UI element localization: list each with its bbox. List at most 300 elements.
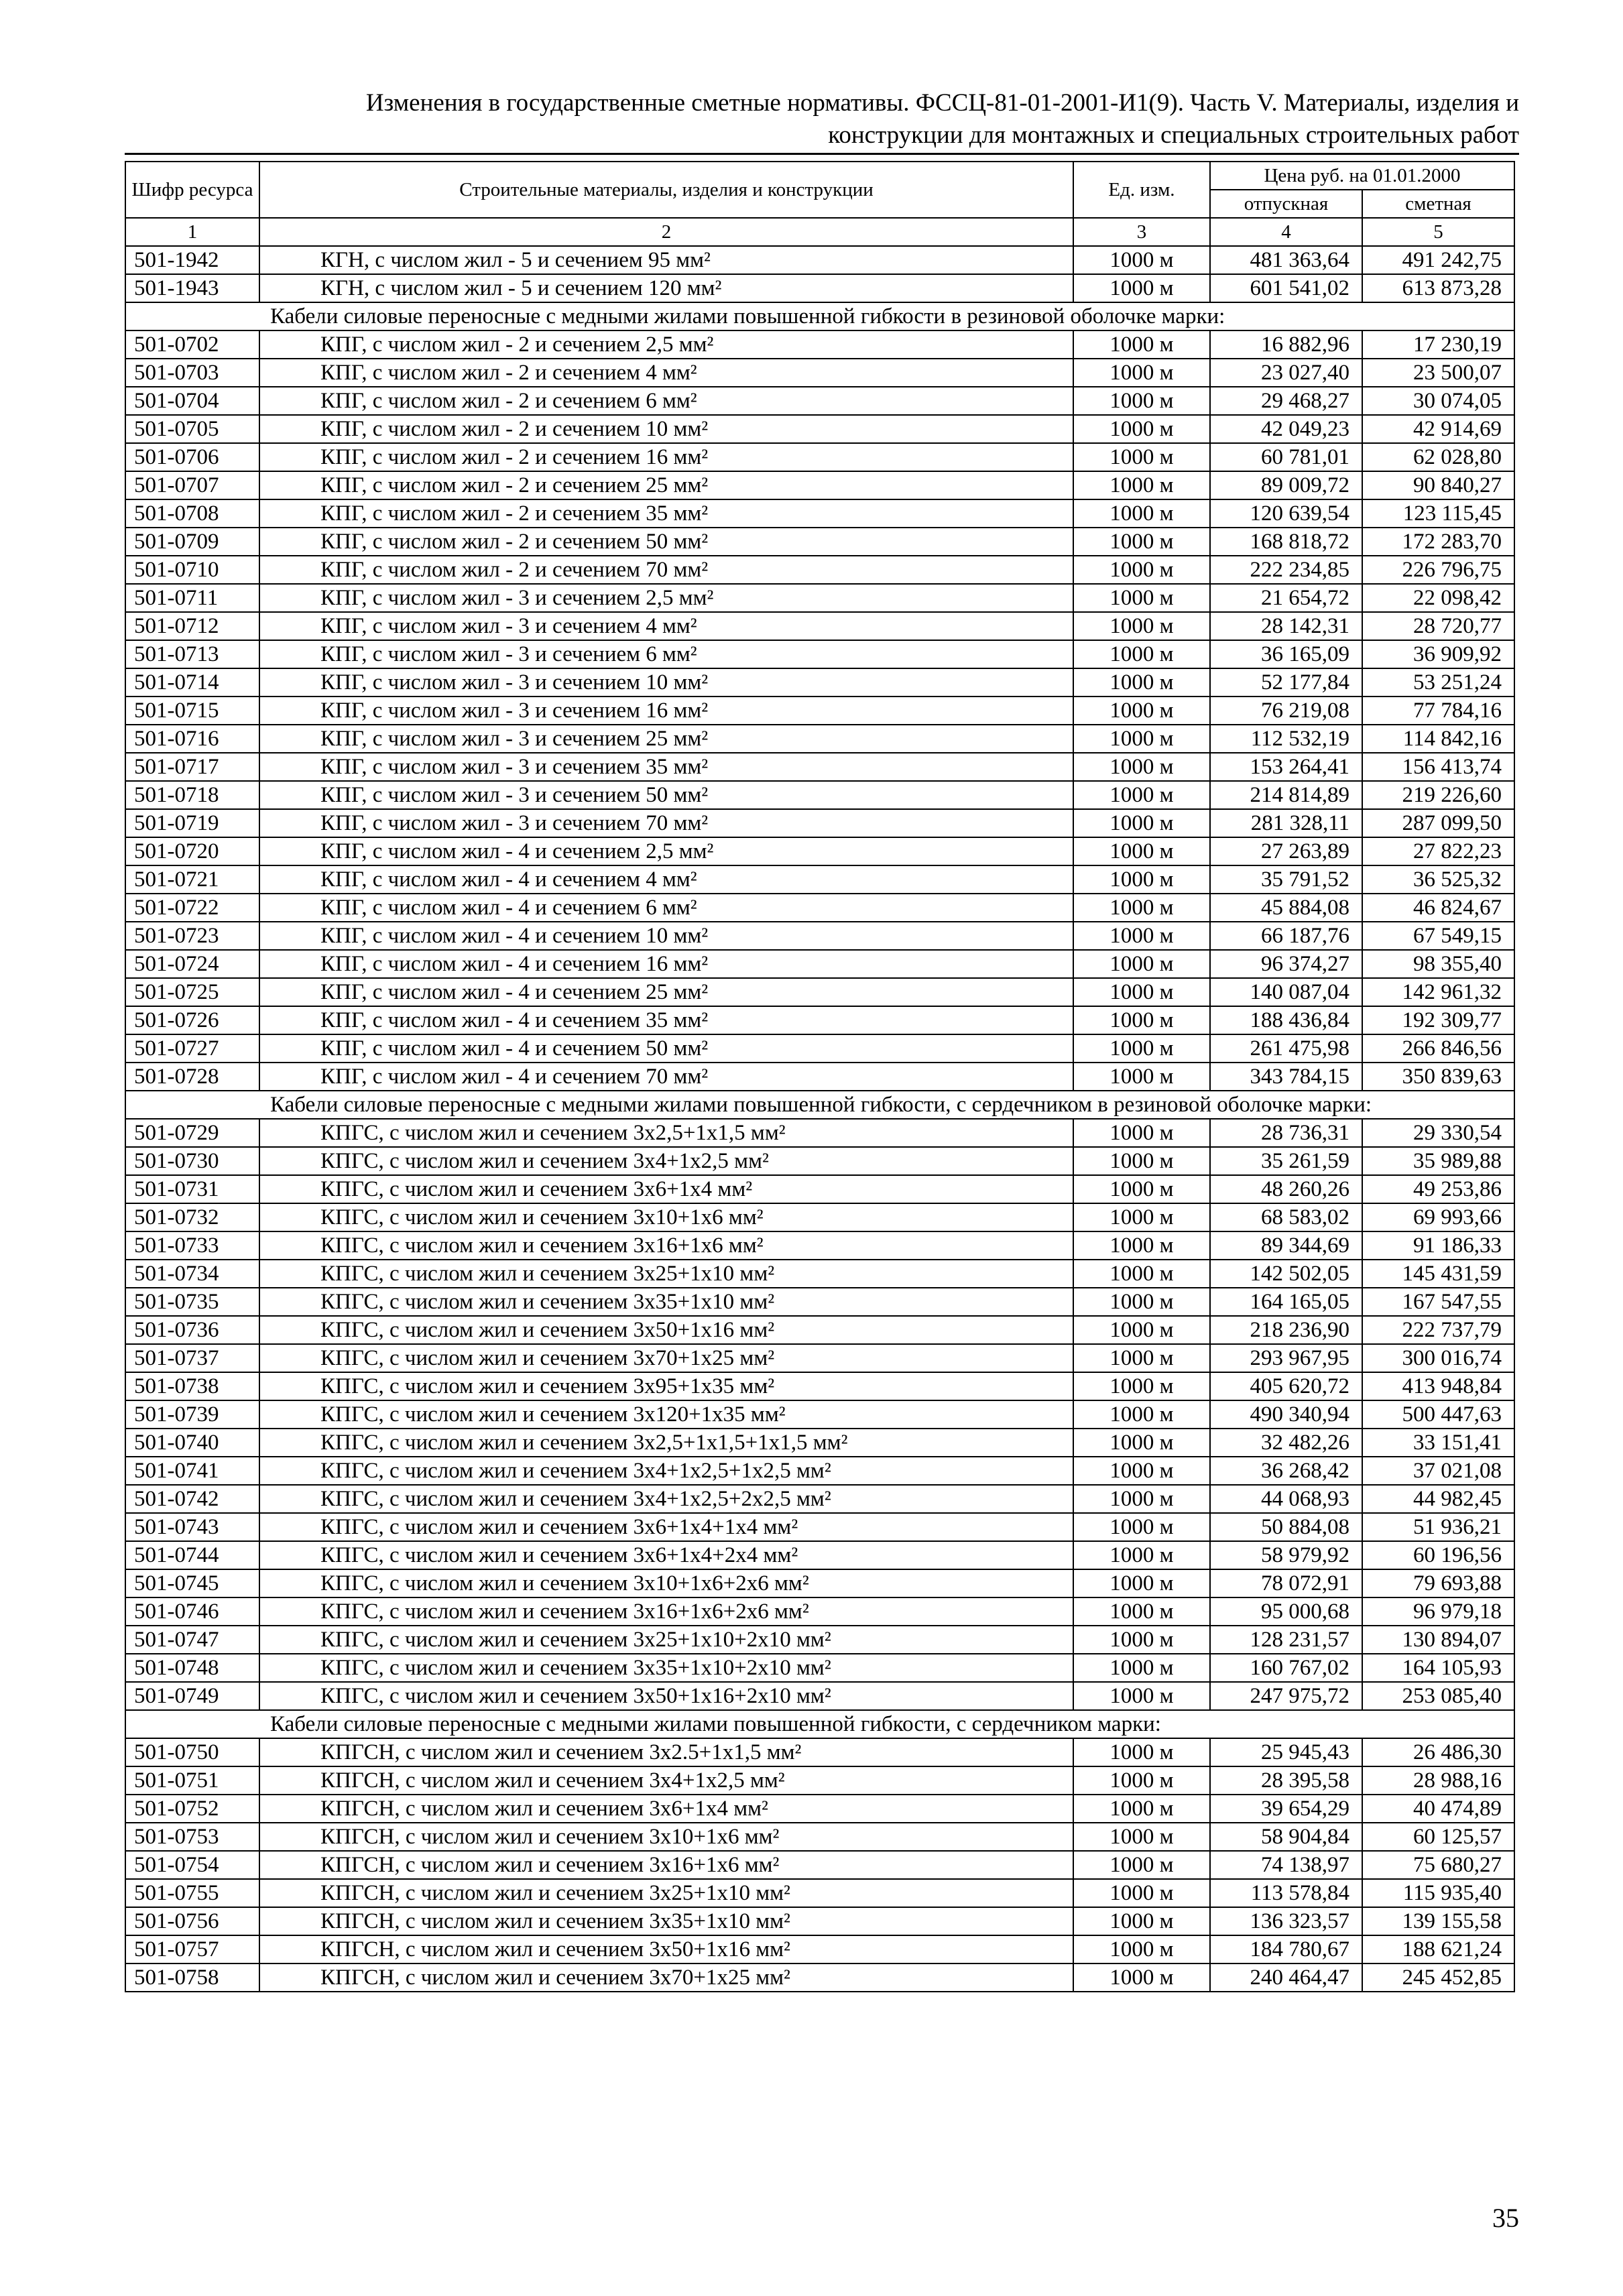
column-header-unit-label: Ед. изм. [1108, 179, 1175, 200]
cell-resource-code: 501-0708 [125, 499, 259, 528]
cell-resource-code: 501-0744 [125, 1541, 259, 1569]
table-row [125, 246, 1514, 274]
cell-release-price: 293 967,95 [1210, 1344, 1362, 1372]
column-header-code-label: Шифр ресурса [131, 179, 253, 200]
cell-estimate-price: 28 988,16 [1362, 1766, 1514, 1795]
cell-resource-code: 501-0710 [125, 556, 259, 584]
cell-resource-code: 501-0738 [125, 1372, 259, 1400]
cell-material-name: КПГ, с числом жил - 3 и сечением 6 мм² [259, 640, 1073, 668]
cell-resource-code: 501-0739 [125, 1400, 259, 1429]
cell-estimate-price: 40 474,89 [1362, 1795, 1514, 1823]
table-row [125, 1597, 1514, 1626]
cell-release-price: 76 219,08 [1210, 697, 1362, 725]
table-row [125, 1260, 1514, 1288]
cell-release-price: 168 818,72 [1210, 528, 1362, 556]
column-header-name-label: Строительные материалы, изделия и конструкции [459, 179, 874, 200]
cell-release-price: 35 791,52 [1210, 865, 1362, 894]
cell-estimate-price: 35 989,88 [1362, 1147, 1514, 1175]
cell-release-price: 60 781,01 [1210, 443, 1362, 471]
cell-unit: 1000 м [1073, 330, 1210, 359]
table-row [125, 1400, 1514, 1429]
cell-resource-code: 501-0748 [125, 1654, 259, 1682]
table-row [125, 1316, 1514, 1344]
cell-unit: 1000 м [1073, 387, 1210, 415]
cell-estimate-price: 413 948,84 [1362, 1372, 1514, 1400]
cell-unit: 1000 м [1073, 809, 1210, 837]
cell-resource-code: 501-0754 [125, 1851, 259, 1879]
cell-unit: 1000 м [1073, 922, 1210, 950]
column-header-estimate-label: сметная [1405, 193, 1471, 215]
table-row [125, 1879, 1514, 1907]
cell-release-price: 140 087,04 [1210, 978, 1362, 1006]
cell-material-name: КПГС, с числом жил и сечением 3х50+1х16 мм² [259, 1316, 1073, 1344]
cell-material-name: КПГС, с числом жил и сечением 3х35+1х10 мм² [259, 1288, 1073, 1316]
column-number: 3 [1073, 218, 1210, 246]
cell-material-name: КПГ, с числом жил - 4 и сечением 4 мм² [259, 865, 1073, 894]
cell-estimate-price: 27 822,23 [1362, 837, 1514, 865]
cell-unit: 1000 м [1073, 1963, 1210, 1992]
cell-release-price: 35 261,59 [1210, 1147, 1362, 1175]
cell-material-name: КПГ, с числом жил - 3 и сечением 10 мм² [259, 668, 1073, 697]
cell-release-price: 214 814,89 [1210, 781, 1362, 809]
cell-estimate-price: 69 993,66 [1362, 1203, 1514, 1231]
cell-estimate-price: 30 074,05 [1362, 387, 1514, 415]
cell-release-price: 48 260,26 [1210, 1175, 1362, 1203]
cell-resource-code: 501-0702 [125, 330, 259, 359]
cell-release-price: 95 000,68 [1210, 1597, 1362, 1626]
cell-unit: 1000 м [1073, 1203, 1210, 1231]
table-row [125, 1935, 1514, 1963]
table-row [125, 1119, 1514, 1147]
cell-unit: 1000 м [1073, 1851, 1210, 1879]
cell-release-price: 136 323,57 [1210, 1907, 1362, 1935]
table-row [125, 556, 1514, 584]
cell-resource-code: 501-0730 [125, 1147, 259, 1175]
cell-resource-code: 501-0743 [125, 1513, 259, 1541]
cell-estimate-price: 300 016,74 [1362, 1344, 1514, 1372]
table-row [125, 1175, 1514, 1203]
table-row [125, 1682, 1514, 1710]
cell-material-name: КПГ, с числом жил - 2 и сечением 25 мм² [259, 471, 1073, 499]
cell-estimate-price: 17 230,19 [1362, 330, 1514, 359]
cell-material-name: КПГС, с числом жил и сечением 3х4+1х2,5+2х2,5 мм² [259, 1485, 1073, 1513]
cell-release-price: 222 234,85 [1210, 556, 1362, 584]
cell-resource-code: 501-0706 [125, 443, 259, 471]
cell-material-name: КПГ, с числом жил - 2 и сечением 2,5 мм² [259, 330, 1073, 359]
column-number: 1 [125, 218, 259, 246]
table-row [125, 1006, 1514, 1034]
cell-material-name: КПГ, с числом жил - 3 и сечением 2,5 мм² [259, 584, 1073, 612]
table-row [125, 1738, 1514, 1766]
cell-estimate-price: 130 894,07 [1362, 1626, 1514, 1654]
table-row [125, 1429, 1514, 1457]
cell-estimate-price: 46 824,67 [1362, 894, 1514, 922]
cell-release-price: 66 187,76 [1210, 922, 1362, 950]
cell-resource-code: 501-0737 [125, 1344, 259, 1372]
cell-release-price: 89 009,72 [1210, 471, 1362, 499]
cell-material-name: КПГС, с числом жил и сечением 3х4+1х2,5+1х2,5 мм² [259, 1457, 1073, 1485]
cell-release-price: 120 639,54 [1210, 499, 1362, 528]
column-header-price [1210, 162, 1514, 190]
cell-estimate-price: 28 720,77 [1362, 612, 1514, 640]
cell-release-price: 23 027,40 [1210, 359, 1362, 387]
cell-material-name: КПГ, с числом жил - 4 и сечением 50 мм² [259, 1034, 1073, 1063]
cell-estimate-price: 167 547,55 [1362, 1288, 1514, 1316]
table-row [125, 865, 1514, 894]
cell-estimate-price: 36 909,92 [1362, 640, 1514, 668]
cell-material-name: КПГ, с числом жил - 3 и сечением 35 мм² [259, 753, 1073, 781]
section-heading: Кабели силовые переносные с медными жилами повышенной гибкости, с сердечником марки: [125, 1710, 1514, 1738]
cell-material-name: КПГ, с числом жил - 3 и сечением 16 мм² [259, 697, 1073, 725]
cell-unit: 1000 м [1073, 1231, 1210, 1260]
cell-release-price: 343 784,15 [1210, 1063, 1362, 1091]
cell-resource-code: 501-1943 [125, 274, 259, 302]
cell-material-name: КПГСН, с числом жил и сечением 3х35+1х10 мм² [259, 1907, 1073, 1935]
header-rule [125, 153, 1519, 155]
table-row [125, 725, 1514, 753]
cell-release-price: 28 142,31 [1210, 612, 1362, 640]
cell-estimate-price: 62 028,80 [1362, 443, 1514, 471]
table-row [125, 387, 1514, 415]
cell-release-price: 52 177,84 [1210, 668, 1362, 697]
cell-material-name: КПГС, с числом жил и сечением 3х70+1х25 мм² [259, 1344, 1073, 1372]
table-row [125, 978, 1514, 1006]
cell-estimate-price: 29 330,54 [1362, 1119, 1514, 1147]
cell-estimate-price: 75 680,27 [1362, 1851, 1514, 1879]
cell-resource-code: 501-0715 [125, 697, 259, 725]
cell-resource-code: 501-0728 [125, 1063, 259, 1091]
cell-estimate-price: 613 873,28 [1362, 274, 1514, 302]
cell-estimate-price: 123 115,45 [1362, 499, 1514, 528]
table-row [125, 781, 1514, 809]
cell-resource-code: 501-0727 [125, 1034, 259, 1063]
cell-estimate-price: 37 021,08 [1362, 1457, 1514, 1485]
cell-estimate-price: 79 693,88 [1362, 1569, 1514, 1597]
cell-unit: 1000 м [1073, 1147, 1210, 1175]
table-row [125, 1823, 1514, 1851]
column-header-release [1210, 190, 1362, 218]
cell-resource-code: 501-0717 [125, 753, 259, 781]
cell-estimate-price: 142 961,32 [1362, 978, 1514, 1006]
cell-release-price: 50 884,08 [1210, 1513, 1362, 1541]
cell-unit: 1000 м [1073, 471, 1210, 499]
cell-resource-code: 501-0723 [125, 922, 259, 950]
table-row [125, 1907, 1514, 1935]
cell-resource-code: 501-0731 [125, 1175, 259, 1203]
table-row [125, 922, 1514, 950]
cell-estimate-price: 51 936,21 [1362, 1513, 1514, 1541]
cell-resource-code: 501-0705 [125, 415, 259, 443]
cell-estimate-price: 53 251,24 [1362, 668, 1514, 697]
cell-release-price: 142 502,05 [1210, 1260, 1362, 1288]
cell-material-name: КПГ, с числом жил - 3 и сечением 70 мм² [259, 809, 1073, 837]
section-row [125, 1710, 1514, 1738]
cell-estimate-price: 491 242,75 [1362, 246, 1514, 274]
table-row [125, 1344, 1514, 1372]
cell-resource-code: 501-0736 [125, 1316, 259, 1344]
cell-unit: 1000 м [1073, 865, 1210, 894]
cell-material-name: КПГ, с числом жил - 4 и сечением 25 мм² [259, 978, 1073, 1006]
cell-unit: 1000 м [1073, 1823, 1210, 1851]
cell-estimate-price: 26 486,30 [1362, 1738, 1514, 1766]
cell-unit: 1000 м [1073, 246, 1210, 274]
cell-estimate-price: 23 500,07 [1362, 359, 1514, 387]
table-row [125, 359, 1514, 387]
header-title-line-1: Изменения в государственные сметные нормативы. ФССЦ-81-01-2001-И1(9). Часть V. Материалы, изделия и [365, 89, 1519, 117]
cell-release-price: 160 767,02 [1210, 1654, 1362, 1682]
cell-estimate-price: 253 085,40 [1362, 1682, 1514, 1710]
cell-material-name: КПГСН, с числом жил и сечением 3х50+1х16 мм² [259, 1935, 1073, 1963]
cell-unit: 1000 м [1073, 1879, 1210, 1907]
cell-release-price: 128 231,57 [1210, 1626, 1362, 1654]
cell-unit: 1000 м [1073, 612, 1210, 640]
cell-unit: 1000 м [1073, 1795, 1210, 1823]
table-row [125, 584, 1514, 612]
table-header [125, 162, 1514, 246]
cell-unit: 1000 м [1073, 1907, 1210, 1935]
cell-estimate-price: 287 099,50 [1362, 809, 1514, 837]
table-row [125, 1851, 1514, 1879]
cell-material-name: КГН, с числом жил - 5 и сечением 95 мм² [259, 246, 1073, 274]
cell-unit: 1000 м [1073, 359, 1210, 387]
cell-estimate-price: 156 413,74 [1362, 753, 1514, 781]
cell-release-price: 112 532,19 [1210, 725, 1362, 753]
table-row [125, 471, 1514, 499]
cell-unit: 1000 м [1073, 556, 1210, 584]
cell-estimate-price: 172 283,70 [1362, 528, 1514, 556]
table-row [125, 753, 1514, 781]
cell-resource-code: 501-0734 [125, 1260, 259, 1288]
cell-unit: 1000 м [1073, 499, 1210, 528]
cell-unit: 1000 м [1073, 1457, 1210, 1485]
cell-material-name: КПГ, с числом жил - 2 и сечением 35 мм² [259, 499, 1073, 528]
cell-unit: 1000 м [1073, 668, 1210, 697]
cell-material-name: КПГСН, с числом жил и сечением 3х25+1х10 мм² [259, 1879, 1073, 1907]
table-body [125, 246, 1514, 1992]
table-row [125, 443, 1514, 471]
cell-resource-code: 501-0732 [125, 1203, 259, 1231]
cell-material-name: КПГС, с числом жил и сечением 3х95+1х35 мм² [259, 1372, 1073, 1400]
cell-material-name: КГН, с числом жил - 5 и сечением 120 мм² [259, 274, 1073, 302]
cell-unit: 1000 м [1073, 950, 1210, 978]
cell-material-name: КПГ, с числом жил - 3 и сечением 4 мм² [259, 612, 1073, 640]
cell-resource-code: 501-0720 [125, 837, 259, 865]
table-row [125, 1203, 1514, 1231]
cell-release-price: 29 468,27 [1210, 387, 1362, 415]
cell-resource-code: 501-0726 [125, 1006, 259, 1034]
table-row [125, 528, 1514, 556]
table-row [125, 499, 1514, 528]
cell-unit: 1000 м [1073, 1400, 1210, 1429]
cell-material-name: КПГСН, с числом жил и сечением 3х6+1х4 мм² [259, 1795, 1073, 1823]
cell-unit: 1000 м [1073, 1597, 1210, 1626]
cell-unit: 1000 м [1073, 1260, 1210, 1288]
cell-unit: 1000 м [1073, 1569, 1210, 1597]
cell-resource-code: 501-0724 [125, 950, 259, 978]
cell-release-price: 16 882,96 [1210, 330, 1362, 359]
cell-estimate-price: 500 447,63 [1362, 1400, 1514, 1429]
cell-resource-code: 501-0722 [125, 894, 259, 922]
cell-resource-code: 501-0751 [125, 1766, 259, 1795]
cell-unit: 1000 м [1073, 1682, 1210, 1710]
cell-material-name: КПГ, с числом жил - 2 и сечением 4 мм² [259, 359, 1073, 387]
cell-unit: 1000 м [1073, 1766, 1210, 1795]
cell-unit: 1000 м [1073, 1513, 1210, 1541]
cell-release-price: 405 620,72 [1210, 1372, 1362, 1400]
cell-release-price: 281 328,11 [1210, 809, 1362, 837]
cell-resource-code: 501-0742 [125, 1485, 259, 1513]
cell-unit: 1000 м [1073, 1541, 1210, 1569]
cell-release-price: 58 979,92 [1210, 1541, 1362, 1569]
cell-material-name: КПГС, с числом жил и сечением 3х6+1х4+1х4 мм² [259, 1513, 1073, 1541]
cell-material-name: КПГСН, с числом жил и сечением 3х2.5+1х1,5 мм² [259, 1738, 1073, 1766]
column-header-estimate [1362, 190, 1514, 218]
cell-estimate-price: 266 846,56 [1362, 1034, 1514, 1063]
cell-release-price: 481 363,64 [1210, 246, 1362, 274]
cell-material-name: КПГ, с числом жил - 4 и сечением 10 мм² [259, 922, 1073, 950]
cell-material-name: КПГС, с числом жил и сечением 3х35+1х10+2х10 мм² [259, 1654, 1073, 1682]
cell-estimate-price: 22 098,42 [1362, 584, 1514, 612]
table-row [125, 1034, 1514, 1063]
cell-release-price: 184 780,67 [1210, 1935, 1362, 1963]
column-header-unit [1073, 162, 1210, 218]
cell-material-name: КПГ, с числом жил - 4 и сечением 16 мм² [259, 950, 1073, 978]
column-header-release-label: отпускная [1244, 193, 1329, 215]
cell-material-name: КПГС, с числом жил и сечением 3х6+1х4+2х4 мм² [259, 1541, 1073, 1569]
cell-estimate-price: 42 914,69 [1362, 415, 1514, 443]
cell-material-name: КПГ, с числом жил - 3 и сечением 25 мм² [259, 725, 1073, 753]
table-row [125, 697, 1514, 725]
cell-release-price: 96 374,27 [1210, 950, 1362, 978]
cell-unit: 1000 м [1073, 697, 1210, 725]
cell-material-name: КПГС, с числом жил и сечением 3х10+1х6 мм² [259, 1203, 1073, 1231]
table-row [125, 612, 1514, 640]
cell-estimate-price: 245 452,85 [1362, 1963, 1514, 1992]
cell-unit: 1000 м [1073, 1175, 1210, 1203]
cell-material-name: КПГ, с числом жил - 4 и сечением 6 мм² [259, 894, 1073, 922]
table-row [125, 1513, 1514, 1541]
cell-release-price: 58 904,84 [1210, 1823, 1362, 1851]
cell-resource-code: 501-0721 [125, 865, 259, 894]
cell-unit: 1000 м [1073, 837, 1210, 865]
cell-release-price: 32 482,26 [1210, 1429, 1362, 1457]
cell-resource-code: 501-0750 [125, 1738, 259, 1766]
cell-resource-code: 501-0703 [125, 359, 259, 387]
cell-unit: 1000 м [1073, 978, 1210, 1006]
cell-material-name: КПГС, с числом жил и сечением 3х10+1х6+2х6 мм² [259, 1569, 1073, 1597]
cell-material-name: КПГС, с числом жил и сечением 3х2,5+1х1,5+1х1,5 мм² [259, 1429, 1073, 1457]
cell-unit: 1000 м [1073, 1626, 1210, 1654]
column-header-price-label: Цена руб. на 01.01.2000 [1264, 165, 1461, 186]
table-row [125, 1626, 1514, 1654]
table-row [125, 1963, 1514, 1992]
column-header-name [259, 162, 1073, 218]
cell-material-name: КПГС, с числом жил и сечением 3х120+1х35 мм² [259, 1400, 1073, 1429]
cell-material-name: КПГС, с числом жил и сечением 3х16+1х6+2х6 мм² [259, 1597, 1073, 1626]
cell-estimate-price: 139 155,58 [1362, 1907, 1514, 1935]
table-row [125, 1147, 1514, 1175]
cell-material-name: КПГ, с числом жил - 2 и сечением 10 мм² [259, 415, 1073, 443]
cell-material-name: КПГ, с числом жил - 2 и сечением 50 мм² [259, 528, 1073, 556]
cell-material-name: КПГ, с числом жил - 2 и сечением 16 мм² [259, 443, 1073, 471]
table-row [125, 1569, 1514, 1597]
cell-release-price: 153 264,41 [1210, 753, 1362, 781]
cell-release-price: 25 945,43 [1210, 1738, 1362, 1766]
cell-material-name: КПГ, с числом жил - 2 и сечением 6 мм² [259, 387, 1073, 415]
cell-resource-code: 501-0755 [125, 1879, 259, 1907]
table-row [125, 1063, 1514, 1091]
cell-estimate-price: 90 840,27 [1362, 471, 1514, 499]
column-header-code [125, 162, 259, 218]
cell-resource-code: 501-0745 [125, 1569, 259, 1597]
cell-resource-code: 501-1942 [125, 246, 259, 274]
page-header [125, 87, 1519, 152]
cell-resource-code: 501-0707 [125, 471, 259, 499]
cell-unit: 1000 м [1073, 274, 1210, 302]
cell-unit: 1000 м [1073, 1288, 1210, 1316]
cell-estimate-price: 145 431,59 [1362, 1260, 1514, 1288]
cell-estimate-price: 350 839,63 [1362, 1063, 1514, 1091]
cell-resource-code: 501-0747 [125, 1626, 259, 1654]
cell-resource-code: 501-0756 [125, 1907, 259, 1935]
cell-resource-code: 501-0712 [125, 612, 259, 640]
cell-resource-code: 501-0753 [125, 1823, 259, 1851]
cell-estimate-price: 91 186,33 [1362, 1231, 1514, 1260]
cell-estimate-price: 192 309,77 [1362, 1006, 1514, 1034]
page-number: 35 [1492, 2203, 1519, 2233]
cell-release-price: 68 583,02 [1210, 1203, 1362, 1231]
cell-material-name: КПГ, с числом жил - 2 и сечением 70 мм² [259, 556, 1073, 584]
table-row [125, 1541, 1514, 1569]
section-row [125, 302, 1514, 330]
cell-resource-code: 501-0725 [125, 978, 259, 1006]
column-number: 2 [259, 218, 1073, 246]
cell-estimate-price: 49 253,86 [1362, 1175, 1514, 1203]
cell-estimate-price: 98 355,40 [1362, 950, 1514, 978]
cell-unit: 1000 м [1073, 725, 1210, 753]
cell-unit: 1000 м [1073, 1654, 1210, 1682]
cell-estimate-price: 44 982,45 [1362, 1485, 1514, 1513]
cell-resource-code: 501-0758 [125, 1963, 259, 1992]
cell-release-price: 78 072,91 [1210, 1569, 1362, 1597]
cell-unit: 1000 м [1073, 1034, 1210, 1063]
cell-resource-code: 501-0714 [125, 668, 259, 697]
cell-resource-code: 501-0741 [125, 1457, 259, 1485]
cell-material-name: КПГС, с числом жил и сечением 3х50+1х16+2х10 мм² [259, 1682, 1073, 1710]
table-row [125, 1654, 1514, 1682]
cell-release-price: 36 268,42 [1210, 1457, 1362, 1485]
cell-resource-code: 501-0709 [125, 528, 259, 556]
cell-release-price: 28 395,58 [1210, 1766, 1362, 1795]
cell-release-price: 44 068,93 [1210, 1485, 1362, 1513]
price-table [125, 161, 1515, 1992]
cell-resource-code: 501-0746 [125, 1597, 259, 1626]
table-row [125, 1231, 1514, 1260]
cell-resource-code: 501-0733 [125, 1231, 259, 1260]
cell-release-price: 188 436,84 [1210, 1006, 1362, 1034]
table-row [125, 1288, 1514, 1316]
cell-material-name: КПГС, с числом жил и сечением 3х16+1х6 мм² [259, 1231, 1073, 1260]
cell-release-price: 164 165,05 [1210, 1288, 1362, 1316]
cell-unit: 1000 м [1073, 753, 1210, 781]
cell-material-name: КПГСН, с числом жил и сечением 3х10+1х6 мм² [259, 1823, 1073, 1851]
cell-resource-code: 501-0752 [125, 1795, 259, 1823]
column-number: 4 [1210, 218, 1362, 246]
cell-estimate-price: 164 105,93 [1362, 1654, 1514, 1682]
cell-resource-code: 501-0740 [125, 1429, 259, 1457]
cell-estimate-price: 115 935,40 [1362, 1879, 1514, 1907]
table-row [125, 1372, 1514, 1400]
